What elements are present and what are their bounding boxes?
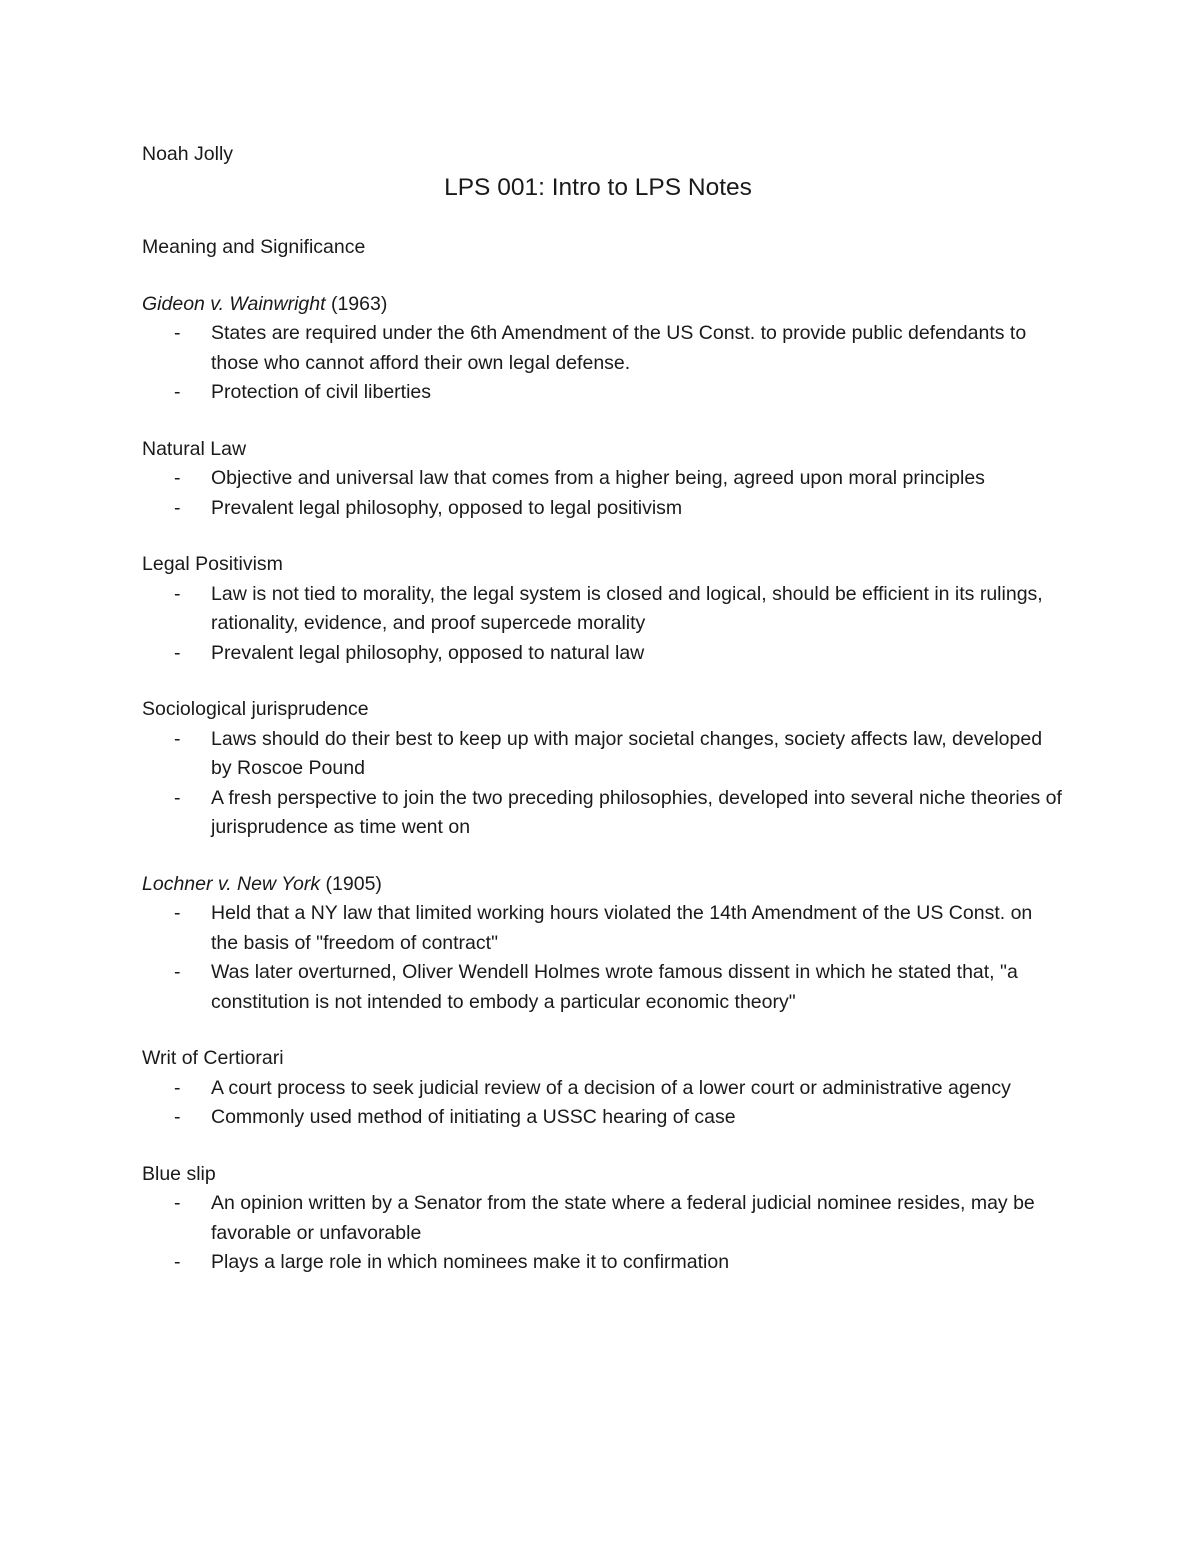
list-item [142, 784, 1062, 843]
bullet-dash: - [174, 1192, 181, 1214]
bullet-text: Was later overturned, Oliver Wendell Holmes wrote famous dissent in which he stated that, "a constitution is not intended to embody a particular economic theory" [211, 961, 1018, 1013]
section-heading-natural-law: Natural Law [142, 437, 247, 460]
case-heading-lochner [142, 870, 1062, 900]
list-item [142, 1074, 1062, 1104]
section-heading-blue-slip: Blue slip [142, 1162, 216, 1185]
list-item [142, 1248, 1062, 1278]
bullet-text: Laws should do their best to keep up with major societal changes, society affects law, developed by Roscoe Pound [211, 727, 1043, 779]
section-heading-sociological: Sociological jurisprudence [142, 698, 369, 720]
bullet-dash: - [174, 902, 181, 924]
bullet-text: A court process to seek judicial review of a decision of a lower court or administrative agency [211, 1076, 1011, 1099]
bullet-text: Prevalent legal philosophy, opposed to natural law [211, 641, 645, 664]
bullet-dash: - [174, 641, 181, 664]
bullet-text: Prevalent legal philosophy, opposed to legal positivism [211, 496, 683, 519]
bullet-dash: - [174, 496, 181, 519]
bullet-dash: - [174, 1076, 181, 1099]
bullet-dash: - [174, 322, 181, 344]
document-body [142, 138, 1062, 1278]
case-heading-gideon [142, 290, 1062, 320]
author-name: Noah Jolly [142, 143, 234, 165]
section-heading-legal-positivism: Legal Positivism [142, 553, 283, 575]
bullet-text: Law is not tied to morality, the legal system is closed and logical, should be efficient in its rulings, rationality, evidence, and proof supercede morality [211, 582, 1043, 634]
list-item [142, 464, 1062, 494]
list-item [142, 958, 1062, 1017]
section-heading-certiorari: Writ of Certiorari [142, 1047, 284, 1069]
case-name: Lochner v. New York [142, 872, 321, 895]
list-item [142, 899, 1062, 958]
bullet-dash: - [174, 961, 181, 983]
list-item [142, 378, 1062, 408]
list-item [142, 319, 1062, 378]
bullet-list-gideon [142, 319, 1062, 408]
bullet-text: States are required under the 6th Amendment of the US Const. to provide public defendants to those who cannot afford their own legal defense. [211, 322, 1027, 374]
bullet-list-lochner [142, 899, 1062, 1017]
bullet-text: Commonly used method of initiating a USSC hearing of case [211, 1106, 736, 1128]
list-item [142, 725, 1062, 784]
bullet-dash: - [174, 467, 181, 489]
list-item [142, 639, 1062, 669]
bullet-text: Objective and universal law that comes from a higher being, agreed upon moral principles [211, 467, 985, 489]
bullet-text: Protection of civil liberties [211, 381, 432, 403]
list-item [142, 1189, 1062, 1248]
bullet-list-sociological [142, 725, 1062, 843]
list-item [142, 494, 1062, 524]
bullet-list-legal-positivism [142, 580, 1062, 669]
bullet-dash: - [174, 1251, 181, 1273]
bullet-dash: - [174, 1106, 181, 1128]
document-title: LPS 001: Intro to LPS Notes [444, 174, 752, 201]
case-name: Gideon v. Wainwright [142, 292, 326, 315]
bullet-text: A fresh perspective to join the two preceding philosophies, developed into several niche theories of jurisprudence as time went on [211, 786, 1062, 838]
list-item [142, 580, 1062, 639]
bullet-list-natural-law [142, 464, 1062, 523]
list-item [142, 1103, 1062, 1133]
bullet-dash: - [174, 727, 181, 750]
bullet-dash: - [174, 381, 181, 403]
bullet-text: Plays a large role in which nominees make it to confirmation [211, 1251, 730, 1273]
bullet-list-certiorari [142, 1074, 1062, 1133]
case-year: (1963) [325, 292, 388, 315]
bullet-dash: - [174, 786, 181, 809]
bullet-text: An opinion written by a Senator from the state where a federal judicial nominee resides, may be favorable or unfavorable [211, 1192, 1035, 1244]
bullet-dash: - [174, 582, 181, 605]
bullet-list-blue-slip [142, 1189, 1062, 1278]
case-year: (1905) [320, 872, 382, 895]
section-heading-meaning: Meaning and Significance [142, 236, 366, 258]
bullet-text: Held that a NY law that limited working hours violated the 14th Amendment of the US Const. on the basis of "freedom of contract" [211, 902, 1033, 954]
